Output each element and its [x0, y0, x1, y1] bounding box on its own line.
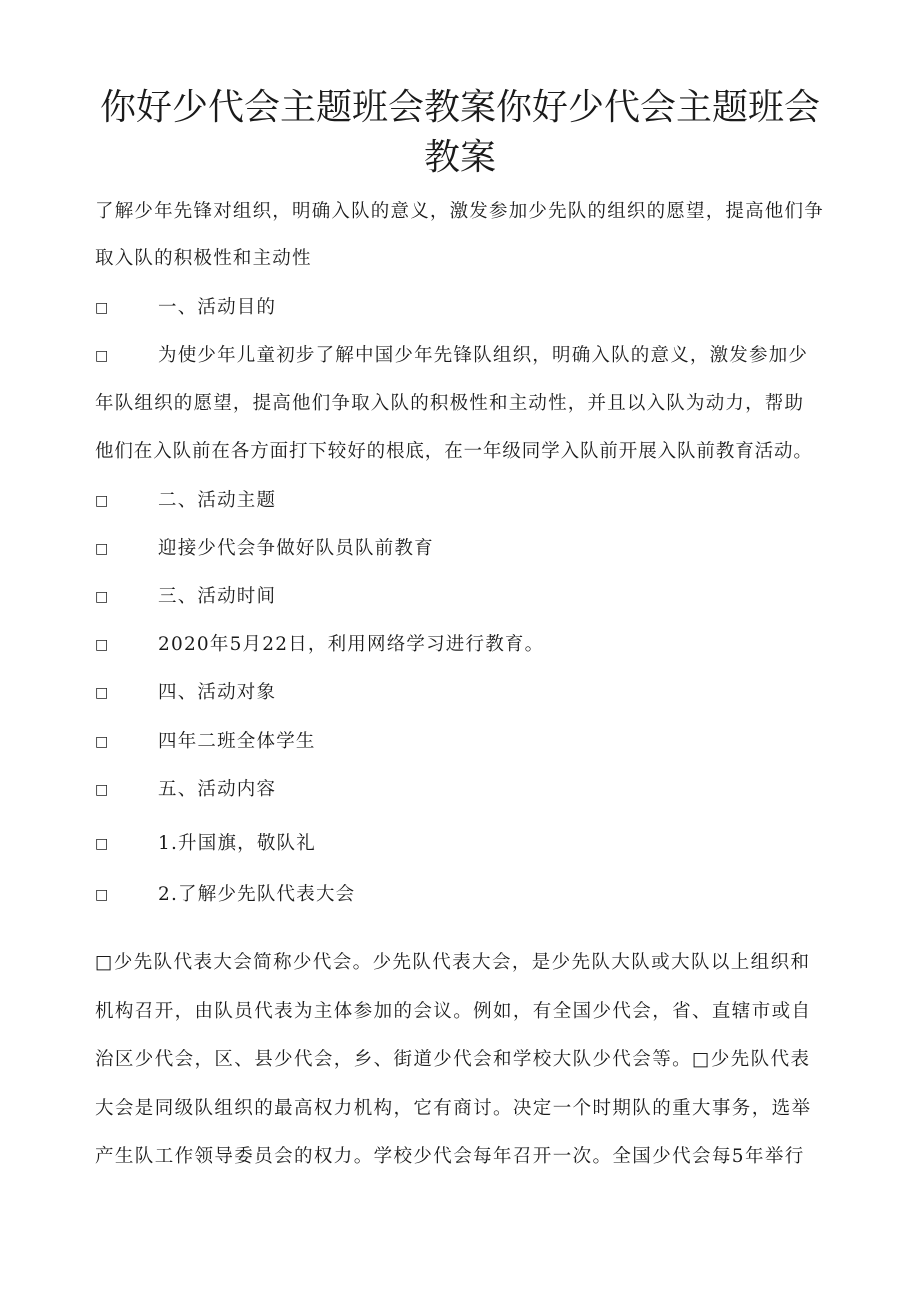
section-heading-content: 五、活动内容 [158, 779, 277, 800]
bullet-box-icon: □ [95, 685, 109, 701]
content-item-2: 2.了解少先队代表大会 [158, 884, 356, 905]
paragraph-line-3: 治区少代会，区、县少代会，乡、街道少代会和学校大队少代会等。□少先队代表 [95, 1049, 811, 1070]
section-heading-target: 四、活动对象 [158, 682, 277, 703]
purpose-text-line-2: 年队组织的愿望，提高他们争取入队的积极性和主动性，并且以入队为动力，帮助 [95, 393, 805, 414]
bullet-box-icon: □ [95, 782, 109, 798]
purpose-text-line-3: 他们在入队前在各方面打下较好的根底，在一年级同学入队前开展入队前教育活动。 [95, 441, 813, 462]
paragraph-line-1: □少先队代表大会简称少代会。少先队代表大会，是少先队大队或大队以上组织和 [95, 952, 811, 973]
bullet-box-icon: □ [95, 589, 109, 605]
paragraph-line-4: 大会是同级队组织的最高权力机构，它有商讨。决定一个时期队的重大事务，选举 [95, 1098, 812, 1119]
section-heading-purpose: 一、活动目的 [158, 297, 277, 318]
paragraph-line-2: 机构召开，由队员代表为主体参加的会议。例如，有全国少代会，省、直辖市或自 [95, 1001, 812, 1022]
content-item-1: 1.升国旗，敬队礼 [158, 833, 316, 854]
bullet-box-icon: □ [95, 348, 109, 364]
paragraph-line-5: 产生队工作领导委员会的权力。学校少代会每年召开一次。全国少代会每5年举行 [95, 1146, 805, 1167]
target-text: 四年二班全体学生 [158, 731, 316, 752]
bullet-box-icon: □ [95, 734, 109, 750]
bullet-box-icon: □ [95, 300, 109, 316]
document-title-line-1: 你好少代会主题班会教案你好少代会主题班会 [99, 87, 820, 128]
document-title-line-2: 教案 [423, 137, 496, 178]
bullet-box-icon: □ [95, 637, 109, 653]
section-heading-theme: 二、活动主题 [158, 490, 277, 511]
section-heading-time: 三、活动时间 [158, 586, 277, 607]
intro-line-2: 取入队的积极性和主动性 [95, 248, 312, 269]
theme-text: 迎接少代会争做好队员队前教育 [158, 538, 434, 559]
time-text: 2020年5月22日，利用网络学习进行教育。 [158, 634, 545, 655]
bullet-box-icon: □ [95, 493, 109, 509]
purpose-text-line-1: 为使少年儿童初步了解中国少年先锋队组织，明确入队的意义，激发参加少 [158, 345, 809, 366]
bullet-box-icon: □ [95, 836, 109, 852]
bullet-box-icon: □ [95, 541, 109, 557]
bullet-box-icon: □ [95, 887, 109, 903]
intro-line-1: 了解少年先锋对组织，明确入队的意义，激发参加少先队的组织的愿望，提高他们争 [95, 201, 824, 222]
